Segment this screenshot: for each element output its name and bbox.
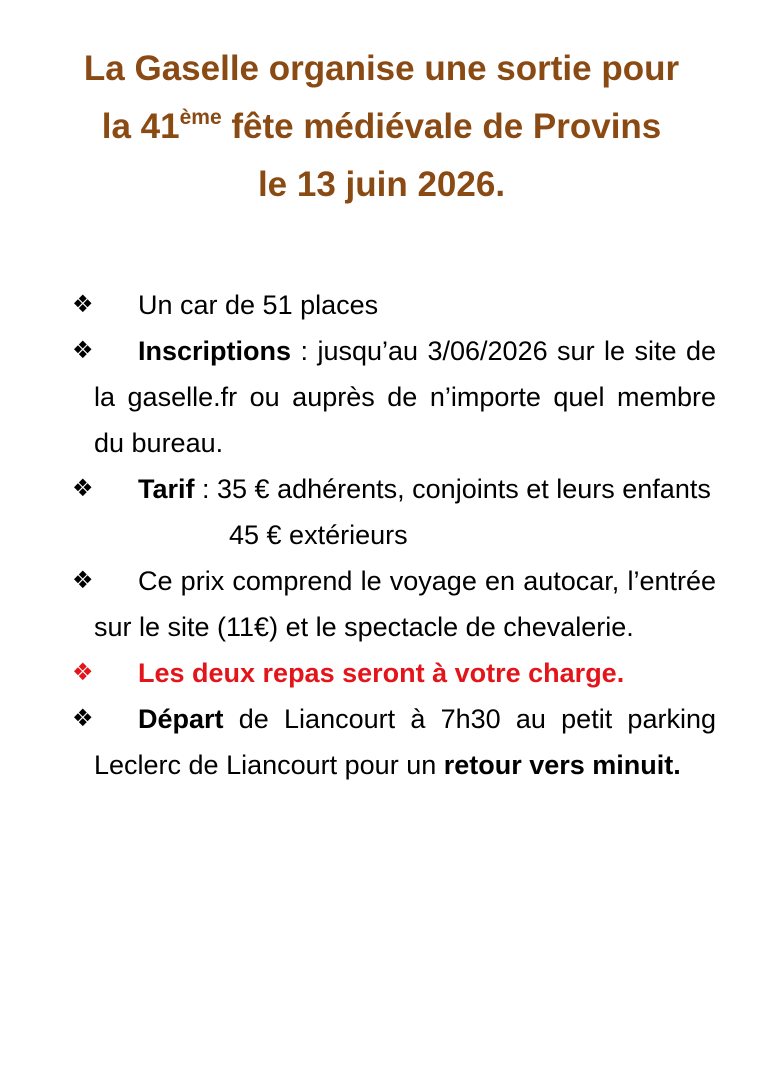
title-ordinal-suffix: ème [179, 106, 222, 129]
list-item-tarif [72, 466, 716, 512]
title-line-1: La Gaselle organise une sortie pour [83, 49, 680, 88]
title-line-3: le 13 juin 2026. [257, 165, 506, 204]
depart-label: Départ [138, 704, 224, 734]
list-item-prix [72, 558, 716, 650]
repas-text: Les deux repas seront à votre charge. [138, 658, 625, 688]
title-line-2-start: la 41 [101, 107, 180, 146]
title-line-2 [20, 98, 743, 156]
flyer-title [20, 40, 743, 214]
tarif-label: Tarif [138, 474, 195, 504]
title-line-2-end: fête médiévale de Provins [221, 107, 662, 146]
tarif-text: : 35 € adhérents, conjoints et leurs enfants [194, 474, 711, 504]
prix-text: Ce prix comprend le voyage en autocar, l’entrée sur le site (11€) et le spectacle de chevalerie. [94, 566, 716, 642]
diamond-bullet-icon: ❖ [72, 659, 94, 686]
diamond-bullet-icon: ❖ [72, 291, 94, 318]
car-text: Un car de 51 places [138, 290, 379, 320]
diamond-bullet-icon: ❖ [72, 567, 94, 594]
inscriptions-text: : jusqu’au 3/06/2026 sur le site de la gaselle.fr ou auprès de n’importe quel membre du bureau. [94, 336, 716, 458]
list-item-car [72, 282, 716, 328]
list-item-inscriptions [72, 328, 716, 466]
diamond-bullet-icon: ❖ [72, 705, 94, 732]
info-list [72, 282, 716, 788]
diamond-bullet-icon: ❖ [72, 337, 94, 364]
tarif-exterieurs: 45 € extérieurs [229, 520, 408, 550]
depart-text: de Liancourt à 7h30 au petit parking Leclerc de Liancourt pour un [94, 704, 716, 780]
list-item-depart [72, 696, 716, 788]
list-item-repas [72, 650, 716, 696]
inscriptions-label: Inscriptions [138, 336, 292, 366]
retour-label: retour vers minuit. [443, 750, 681, 780]
diamond-bullet-icon: ❖ [72, 475, 94, 502]
